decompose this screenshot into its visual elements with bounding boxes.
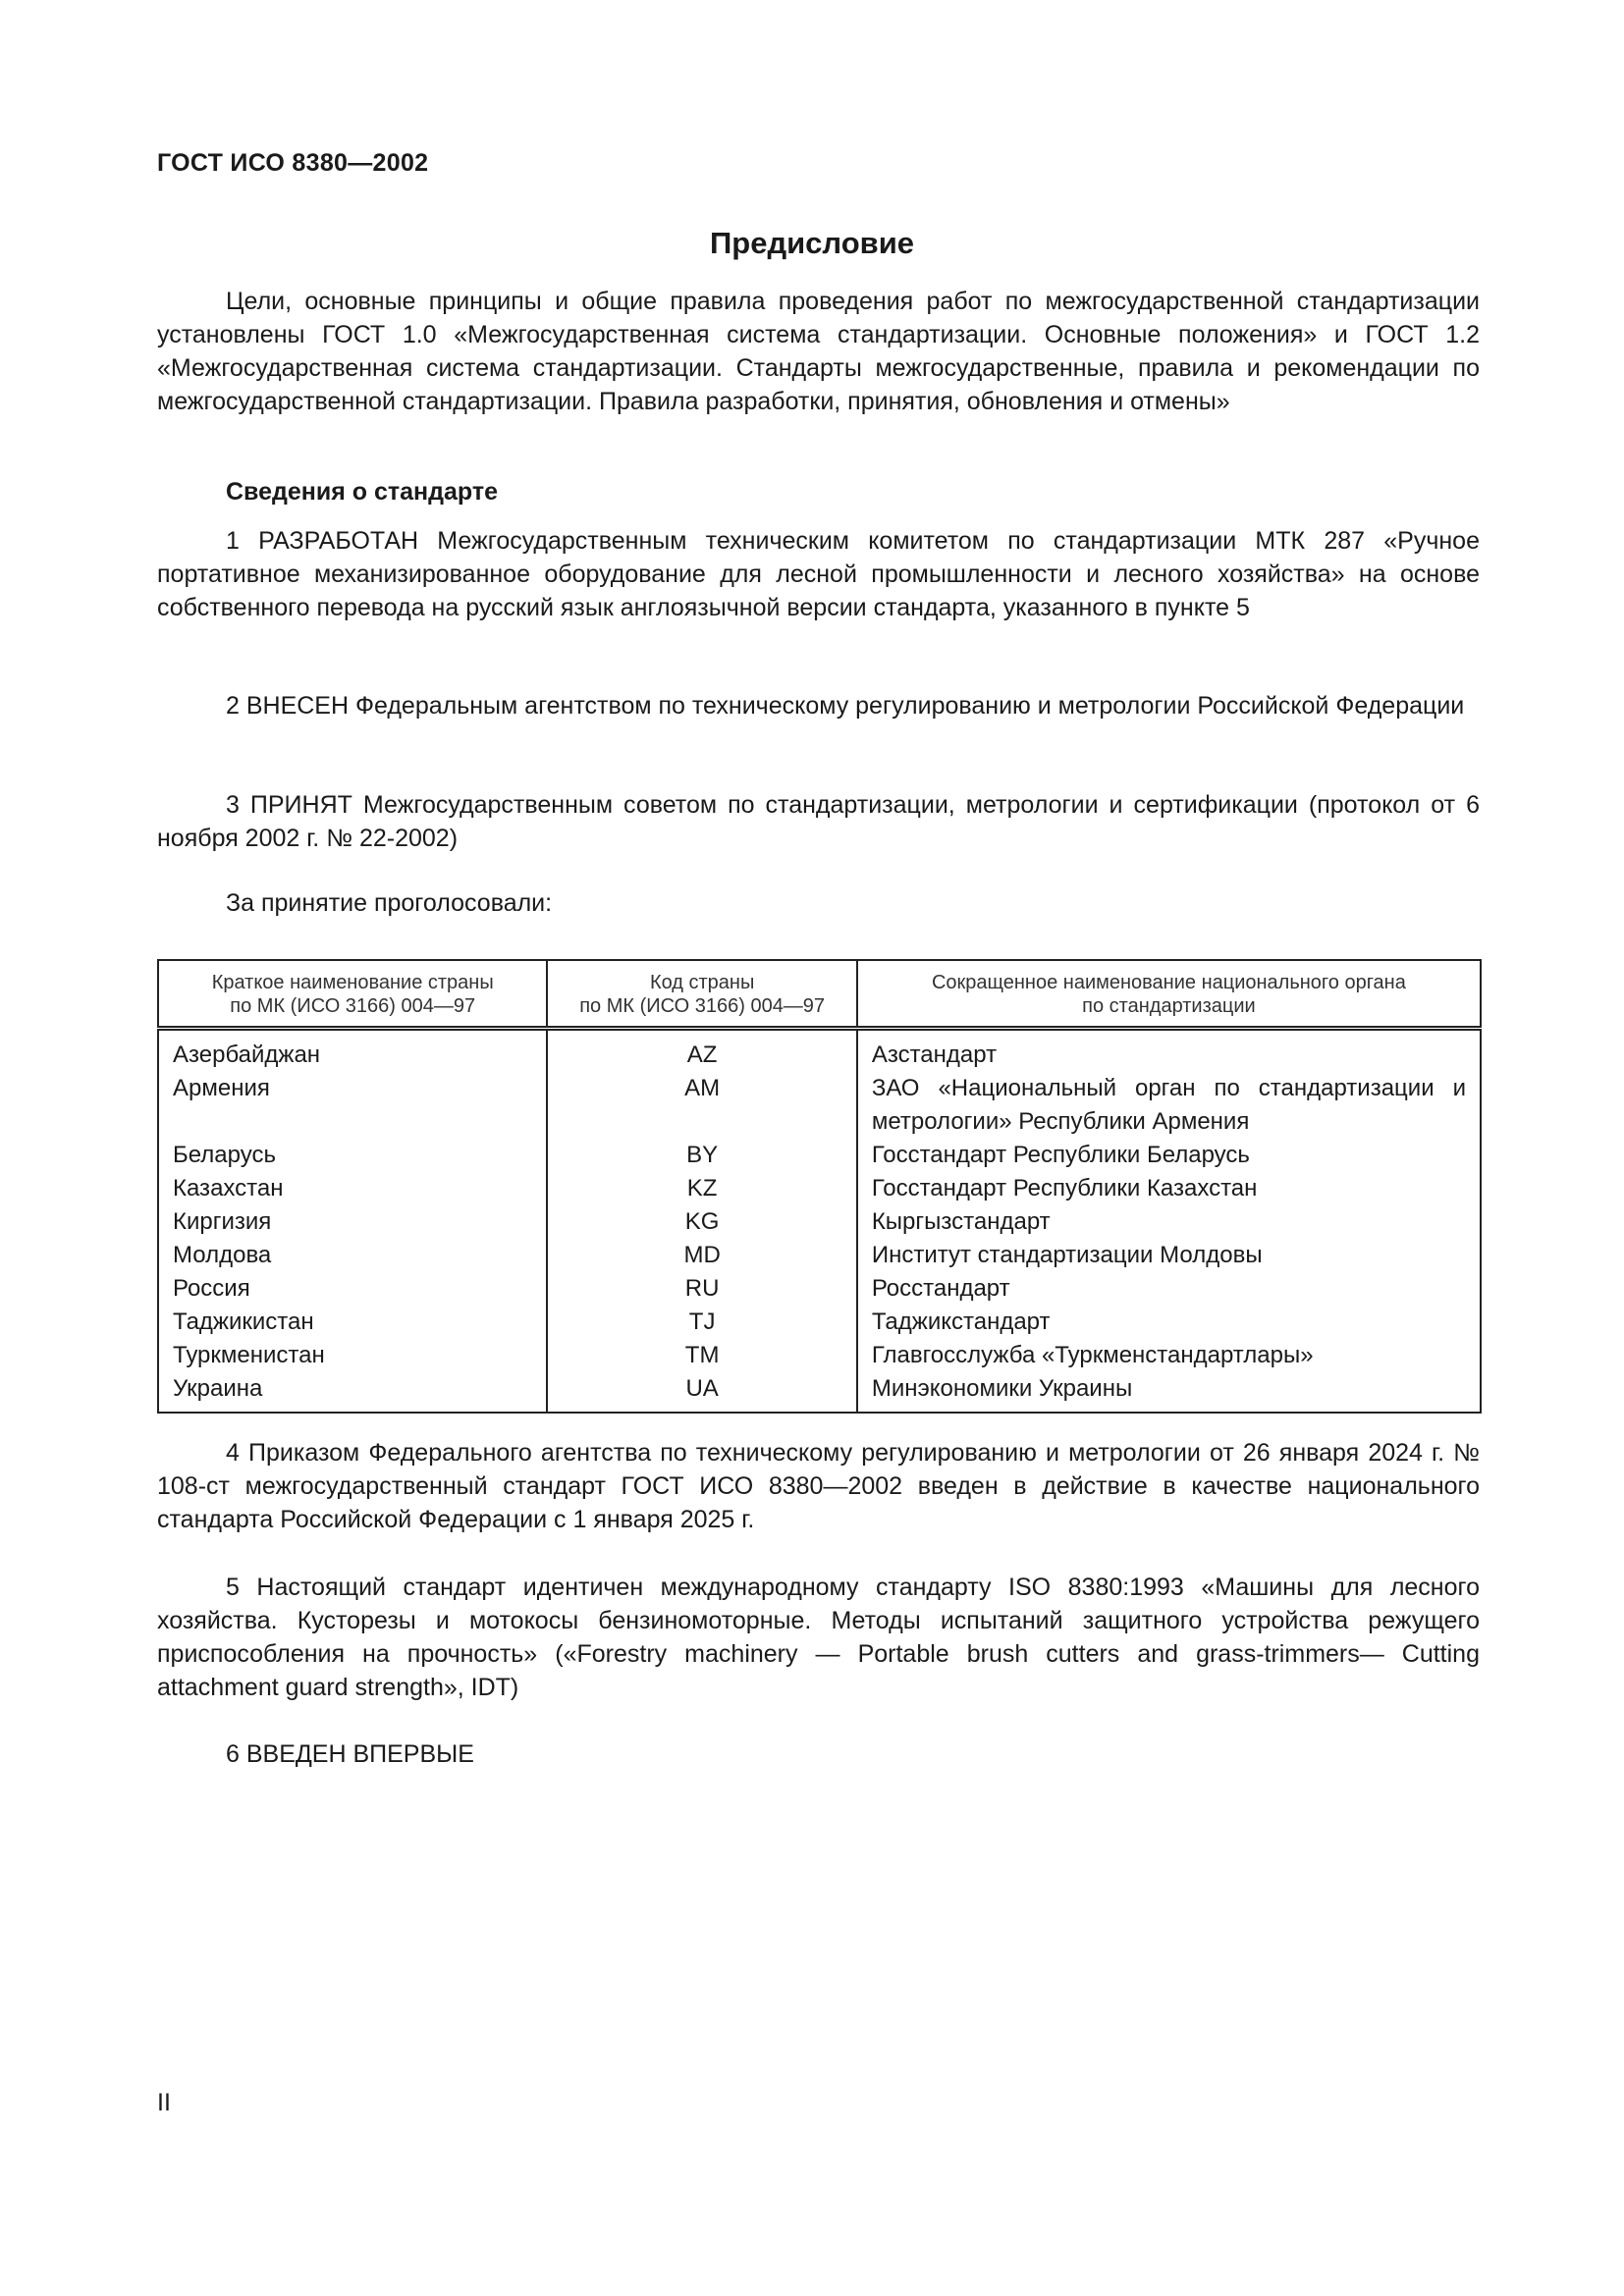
country-cell: Молдова	[158, 1239, 547, 1272]
code-cell: UA	[547, 1372, 856, 1413]
table-row	[158, 1139, 1481, 1172]
code-cell: AM	[547, 1072, 856, 1139]
header-org-line1: Сокращенное наименование национального органа	[931, 972, 1406, 993]
country-cell: Армения	[158, 1072, 547, 1139]
org-cell: Таджикстандарт	[857, 1306, 1481, 1339]
table-row	[158, 1372, 1481, 1413]
item-5	[157, 1571, 1480, 1704]
item-3	[157, 788, 1480, 855]
header-code-line2: по МК (ИСО 3166) 004—97	[579, 995, 826, 1017]
country-cell: Беларусь	[158, 1139, 547, 1172]
country-cell: Киргизия	[158, 1205, 547, 1239]
table-row	[158, 1029, 1481, 1073]
item-6	[157, 1737, 1480, 1771]
header-org-line2: по стандартизации	[1082, 995, 1256, 1017]
table-row	[158, 1239, 1481, 1272]
org-cell: Главгосслужба «Туркменстандартлары»	[857, 1339, 1481, 1372]
intro-paragraph: Цели, основные принципы и общие правила проведения работ по межгосударственной стандартизации установлены ГОСТ 1.0 «Межгосударственная система стандартизации. Основные положения» и ГОСТ 1.2 «Межгосударственная система стандартизации. Стандарты межгосударственные, правила и рекомендации по межгосударственной стандартизации. Правила разработки, принятия, обновления и отмены»	[157, 288, 1480, 415]
item-4-text: 4 Приказом Федерального агентства по техническому регулированию и метрологии от 26 января 2024 г. № 108-ст межгосударственный стандарт ГОСТ ИСО 8380—2002 введен в действие в качестве национального стандарта Российской Федерации с 1 января 2025 г.	[157, 1439, 1480, 1533]
code-cell: RU	[547, 1272, 856, 1306]
table-row	[158, 1339, 1481, 1372]
standard-info-heading: Сведения о стандарте	[226, 478, 499, 506]
item-4	[157, 1436, 1480, 1536]
header-country	[158, 960, 547, 1029]
code-cell: BY	[547, 1139, 856, 1172]
table-header-row	[158, 960, 1481, 1029]
item-1	[157, 524, 1480, 624]
subheading-block	[157, 475, 1480, 508]
item-5-text: 5 Настоящий стандарт идентичен международному стандарту ISO 8380:1993 «Машины для лесного хозяйства. Кусторезы и мотокосы бензиномоторные. Методы испытаний защитного устройства режущего приспособления на прочность» («Forestry machinery — Portable brush cutters and grass-trimmers— Cutting attachment guard strength», IDT)	[157, 1574, 1480, 1701]
code-cell: AZ	[547, 1029, 856, 1073]
item-2	[157, 689, 1480, 722]
page-title: Предисловие	[709, 226, 914, 260]
org-cell: Госстандарт Республики Казахстан	[857, 1172, 1481, 1205]
header-code-line1: Код страны	[649, 972, 755, 993]
code-cell: MD	[547, 1239, 856, 1272]
document-id-header: ГОСТ ИСО 8380—2002	[157, 149, 429, 177]
table-row	[158, 1072, 1481, 1139]
table-row	[158, 1205, 1481, 1239]
item-1-text: 1 РАЗРАБОТАН Межгосударственным техническим комитетом по стандартизации МТК 287 «Ручное портативное механизированное оборудование для лесной промышленности и лесного хозяйства» на основе собственного перевода на русский язык англоязычной версии стандарта, указанного в пункте 5	[157, 527, 1480, 621]
intro-section	[157, 285, 1480, 418]
country-cell: Украина	[158, 1372, 547, 1413]
header-code	[547, 960, 856, 1029]
page-number: II	[157, 2089, 171, 2116]
org-cell: Росстандарт	[857, 1272, 1481, 1306]
table-row	[158, 1172, 1481, 1205]
table-row	[158, 1272, 1481, 1306]
header-org	[857, 960, 1481, 1029]
table-row	[158, 1306, 1481, 1339]
country-cell: Россия	[158, 1272, 547, 1306]
org-cell: ЗАО «Национальный орган по стандартизации и метрологии» Республики Армения	[857, 1072, 1481, 1139]
item-2-text: 2 ВНЕСЕН Федеральным агентством по техническому регулированию и метрологии Российской Федерации	[226, 692, 1465, 720]
code-cell: KZ	[547, 1172, 856, 1205]
country-cell: Казахстан	[158, 1172, 547, 1205]
country-cell: Туркменистан	[158, 1339, 547, 1372]
code-cell: TM	[547, 1339, 856, 1372]
header-country-line1: Краткое наименование страны	[211, 972, 494, 993]
votes-label: За принятие проголосовали:	[226, 889, 553, 917]
org-cell: Кыргызстандарт	[857, 1205, 1481, 1239]
header-country-line2: по МК (ИСО 3166) 004—97	[230, 995, 476, 1017]
org-cell: Минэкономики Украины	[857, 1372, 1481, 1413]
item-3-text: 3 ПРИНЯТ Межгосударственным советом по стандартизации, метрологии и сертификации (протокол от 6 ноября 2002 г. № 22-2002)	[157, 791, 1480, 852]
code-cell: KG	[547, 1205, 856, 1239]
code-cell: TJ	[547, 1306, 856, 1339]
country-cell: Таджикистан	[158, 1306, 547, 1339]
org-cell: Госстандарт Республики Беларусь	[857, 1139, 1481, 1172]
item-6-text: 6 ВВЕДЕН ВПЕРВЫЕ	[226, 1740, 474, 1768]
countries-table	[157, 959, 1482, 1414]
org-cell: Институт стандартизации Молдовы	[857, 1239, 1481, 1272]
org-cell: Азстандарт	[857, 1029, 1481, 1073]
country-cell: Азербайджан	[158, 1029, 547, 1073]
